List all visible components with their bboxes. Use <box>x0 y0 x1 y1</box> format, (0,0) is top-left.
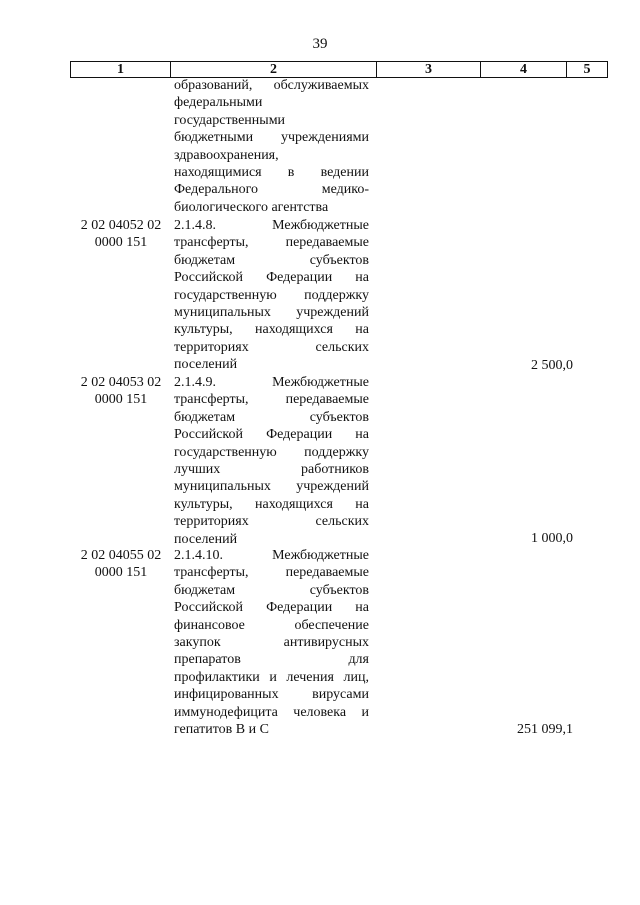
word: обеспечение <box>294 617 369 633</box>
word: трансферты, <box>174 392 249 408</box>
code-line: 0000 151 <box>94 392 148 408</box>
word: Межбюджетные <box>272 218 369 233</box>
text-line <box>174 287 369 304</box>
word: ведении <box>320 164 369 180</box>
text-line <box>174 304 369 321</box>
word: бюджетам <box>174 252 236 268</box>
page-number: 39 <box>312 36 328 52</box>
text-line <box>174 704 369 721</box>
text-line: федеральными <box>174 95 263 111</box>
text-line: поселений <box>174 357 238 373</box>
table-header <box>70 61 608 78</box>
word: культуры, <box>174 496 233 512</box>
text-line <box>174 564 369 581</box>
word: на <box>355 600 369 616</box>
text-line <box>174 181 369 198</box>
code-line: 2 02 04053 02 <box>80 375 162 390</box>
text-line <box>174 129 369 146</box>
amount-3: 251 099,1 <box>517 722 573 737</box>
code-line: 2 02 04055 02 <box>80 548 162 563</box>
word: Федерального <box>174 182 259 198</box>
word: на <box>355 427 369 443</box>
word: иммунодефицита <box>174 704 278 720</box>
word: работников <box>301 461 369 477</box>
word: Федерации <box>266 270 333 286</box>
text-line <box>174 461 369 478</box>
word: лечения <box>286 669 334 685</box>
word: учреждений <box>296 304 369 320</box>
word: учреждениями <box>280 130 369 146</box>
row-description-2 <box>174 374 369 548</box>
word: для <box>348 652 369 668</box>
word: субъектов <box>309 409 369 425</box>
word: закупок <box>174 634 221 650</box>
continuation-description <box>174 77 369 216</box>
word: Межбюджетные <box>272 548 369 563</box>
word: бюджетам <box>174 582 236 598</box>
budget-code-3 <box>72 547 170 582</box>
word: находящихся <box>255 322 333 338</box>
text-line <box>174 321 369 338</box>
header-col-2: 2 <box>171 62 377 77</box>
word: на <box>355 496 369 512</box>
text-line <box>174 391 369 408</box>
text-line <box>174 252 369 269</box>
text-line <box>174 444 369 461</box>
text-line <box>174 217 369 234</box>
word: субъектов <box>309 252 369 268</box>
word: территориях <box>174 514 249 530</box>
header-col-1: 1 <box>71 62 171 77</box>
budget-code-2 <box>72 374 170 409</box>
word: поддержку <box>304 287 369 303</box>
word: находящихся <box>255 496 333 512</box>
text-line <box>174 234 369 251</box>
word: трансферты, <box>174 565 249 581</box>
text-line <box>174 339 369 356</box>
text-line <box>174 426 369 443</box>
text-line <box>174 634 369 651</box>
text-line <box>174 478 369 495</box>
word: 2.1.4.8. <box>174 218 216 233</box>
text-line: государственными <box>174 112 286 128</box>
word: медико- <box>321 182 369 198</box>
word: и <box>361 704 369 720</box>
text-line <box>174 77 369 94</box>
word: культуры, <box>174 322 233 338</box>
word: сельских <box>315 339 369 355</box>
word: Межбюджетные <box>272 375 369 390</box>
amount-2: 1 000,0 <box>531 531 573 546</box>
word: Российской <box>174 600 243 616</box>
word: на <box>355 270 369 286</box>
text-line <box>174 582 369 599</box>
word: обслуживаемых <box>273 78 369 93</box>
word: передаваемые <box>285 565 369 581</box>
word: бюджетам <box>174 409 236 425</box>
text-line <box>174 651 369 668</box>
header-col-4: 4 <box>481 62 567 77</box>
word: в <box>287 164 295 180</box>
text-line: поселений <box>174 531 238 547</box>
word: Российской <box>174 427 243 443</box>
word: финансовое <box>174 617 245 633</box>
word: поддержку <box>304 444 369 460</box>
text-line <box>174 409 369 426</box>
word: 2.1.4.9. <box>174 375 216 390</box>
text-line <box>174 164 369 181</box>
word: государственную <box>174 287 277 303</box>
text-line <box>174 269 369 286</box>
word: субъектов <box>309 582 369 598</box>
word: сельских <box>315 514 369 530</box>
word: муниципальных <box>174 304 271 320</box>
word: Федерации <box>266 427 333 443</box>
code-line: 2 02 04052 02 <box>80 218 162 233</box>
word: территориях <box>174 339 249 355</box>
word: трансферты, <box>174 235 249 251</box>
word: передаваемые <box>285 235 369 251</box>
word: муниципальных <box>174 479 271 495</box>
word: профилактики <box>174 669 260 685</box>
word: и <box>269 669 277 685</box>
word: государственную <box>174 444 277 460</box>
word: препаратов <box>174 652 241 668</box>
header-col-5: 5 <box>583 62 591 77</box>
amount-1: 2 500,0 <box>531 358 573 373</box>
text-line: биологического агентства <box>174 199 329 215</box>
code-line: 0000 151 <box>94 565 148 581</box>
word: находящимися <box>174 164 262 180</box>
word: передаваемые <box>285 392 369 408</box>
word: 2.1.4.10. <box>174 548 223 563</box>
word: бюджетными <box>174 130 254 146</box>
header-col-3: 3 <box>377 62 481 77</box>
code-line: 0000 151 <box>94 235 148 251</box>
word: инфицированных <box>174 687 279 703</box>
text-line: здравоохранения, <box>174 147 279 163</box>
word: антивирусных <box>283 634 369 650</box>
text-line: гепатитов В и С <box>174 721 269 737</box>
text-line <box>174 547 369 564</box>
row-description-1 <box>174 217 369 374</box>
text-line <box>174 374 369 391</box>
text-line <box>174 513 369 530</box>
text-line <box>174 617 369 634</box>
word: Российской <box>174 270 243 286</box>
word: лучших <box>174 461 221 477</box>
word: лиц, <box>343 669 369 685</box>
budget-code-1 <box>72 217 170 252</box>
text-line <box>174 686 369 703</box>
word: образований, <box>174 78 253 93</box>
word: учреждений <box>296 479 369 495</box>
word: на <box>355 322 369 338</box>
text-line <box>174 669 369 686</box>
text-line <box>174 496 369 513</box>
word: вирусами <box>312 687 369 703</box>
row-description-3 <box>174 547 369 738</box>
text-line <box>174 599 369 616</box>
word: человека <box>293 704 347 720</box>
word: Федерации <box>266 600 333 616</box>
